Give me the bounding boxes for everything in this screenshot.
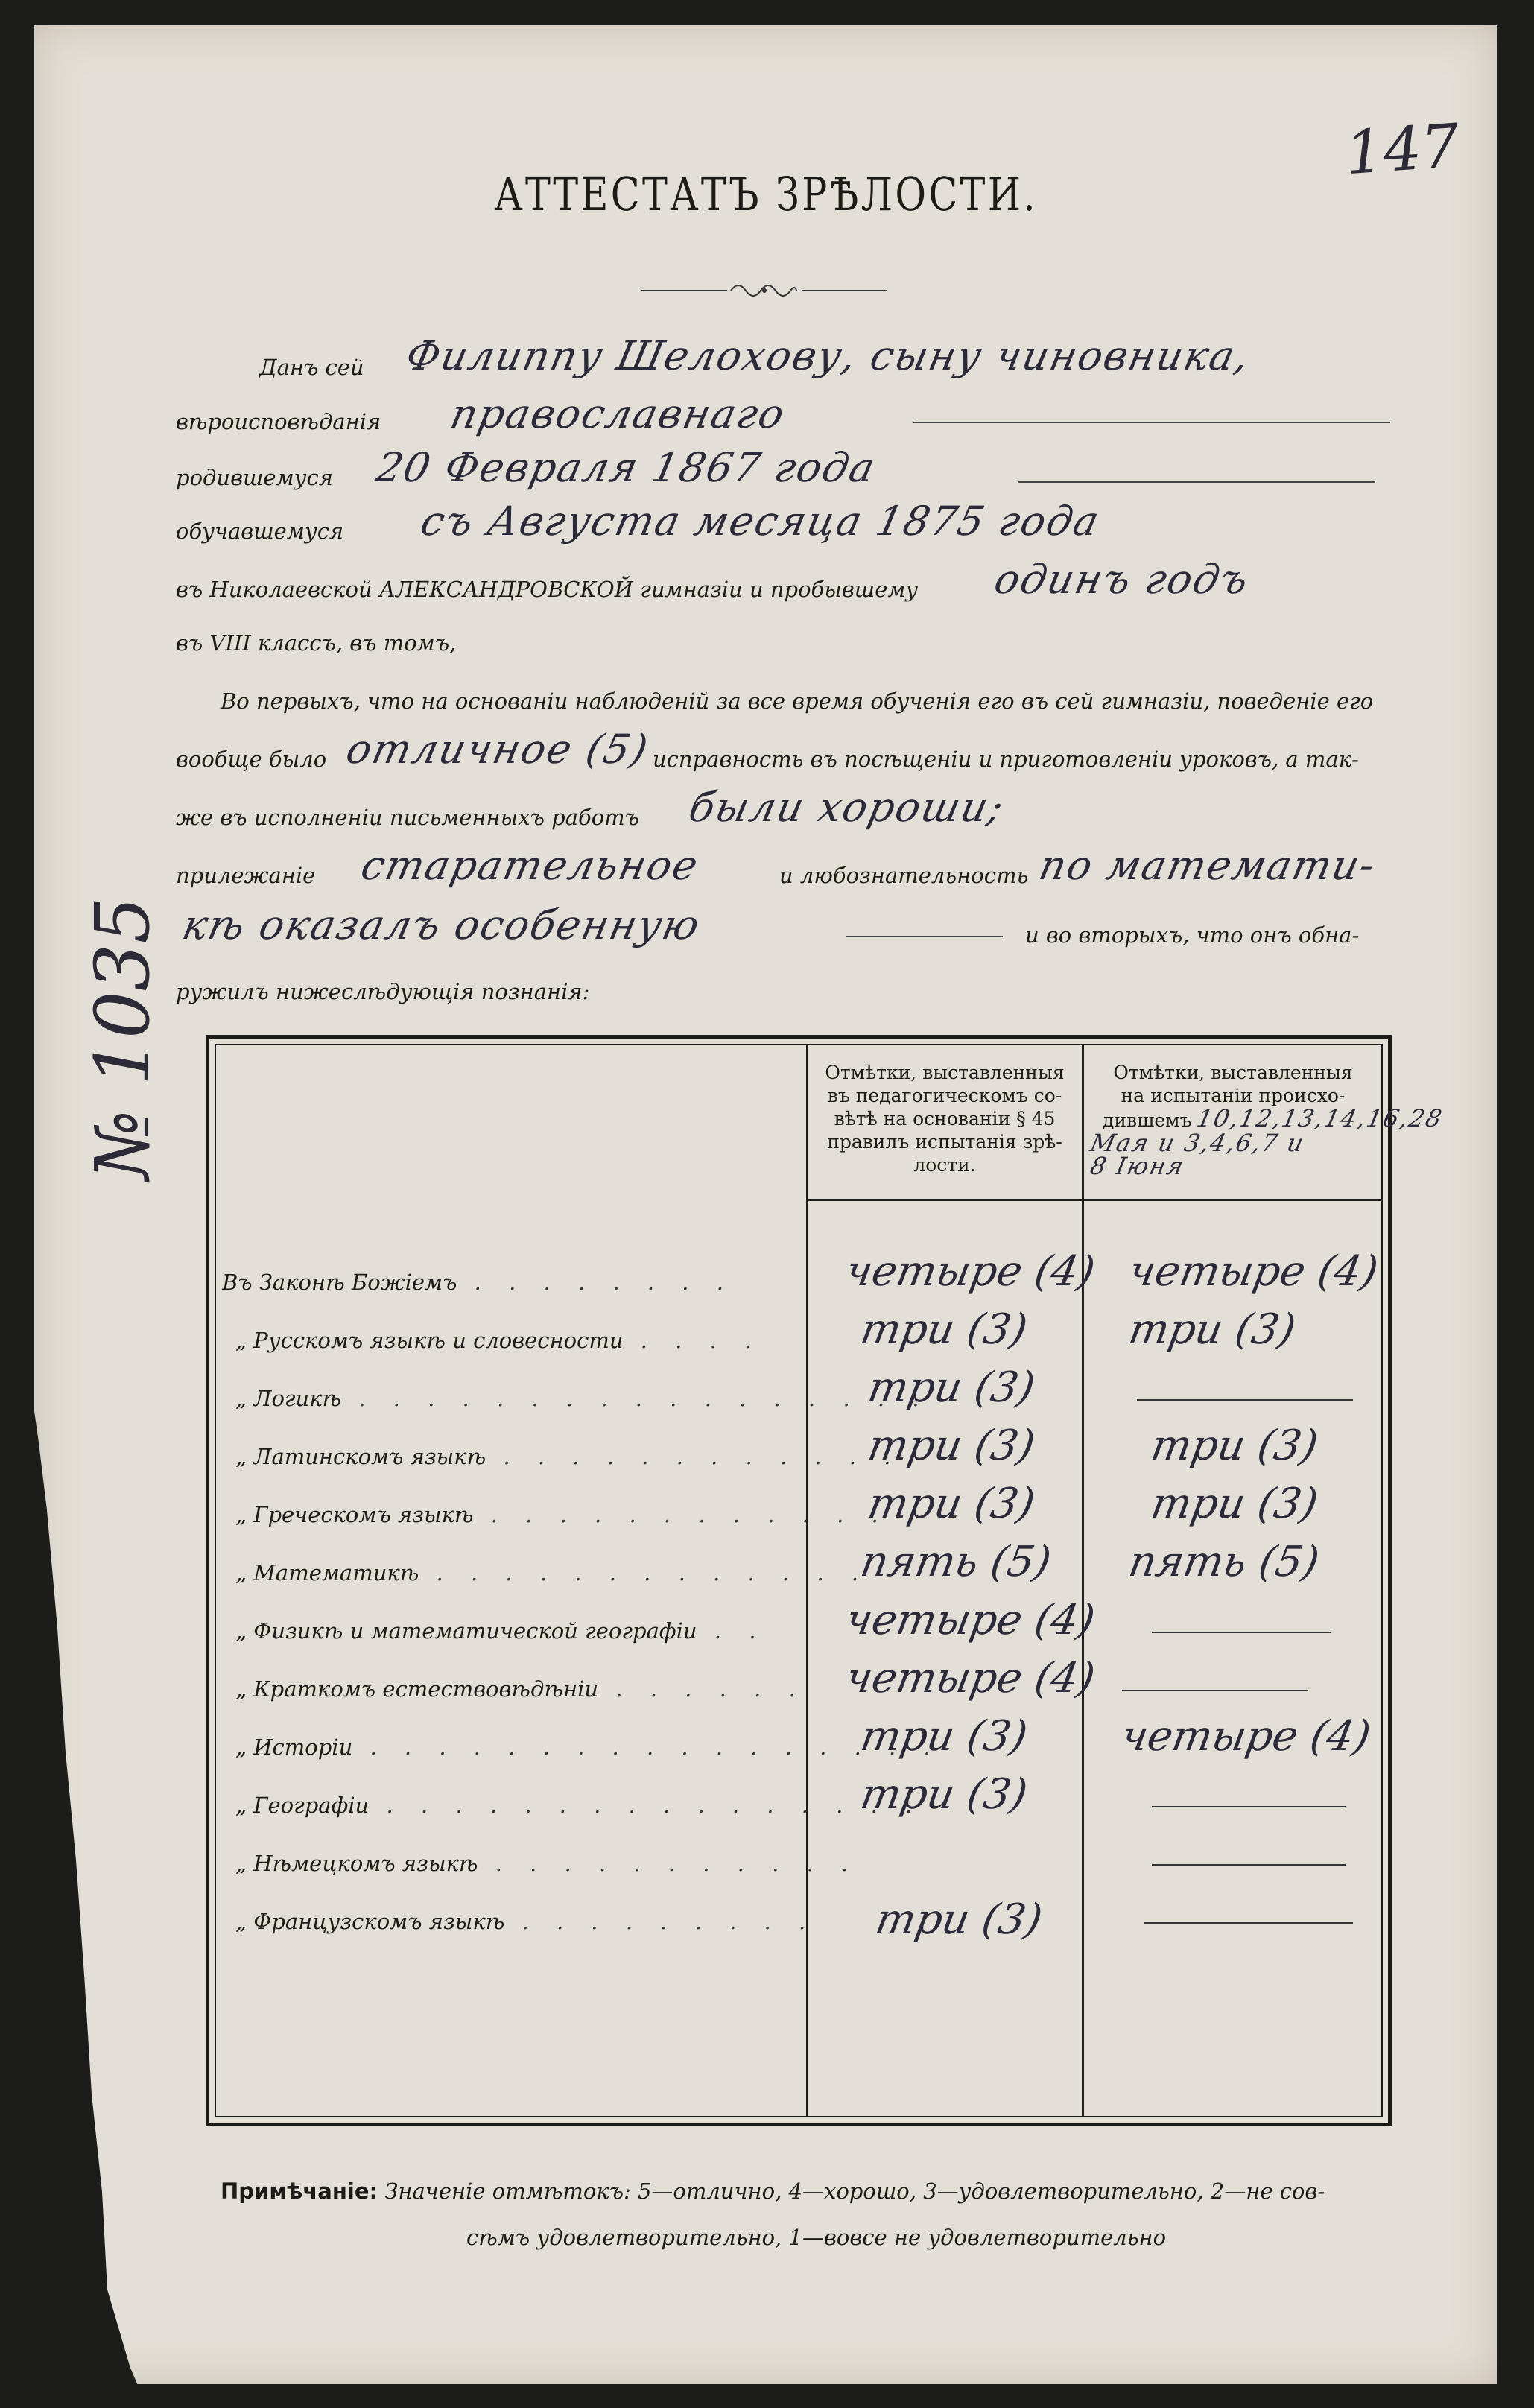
- studied-label: обучавшемуся: [176, 519, 344, 544]
- exam-grade: пять (5): [1125, 1538, 1323, 1586]
- paragraph-line-4b: и любознательность: [779, 863, 1029, 888]
- exam-grade: три (3): [1147, 1480, 1322, 1528]
- council-grade: три (3): [872, 1895, 1046, 1944]
- exam-blank: [1152, 1864, 1346, 1866]
- torn-edge: [34, 1411, 139, 2387]
- table-row: „ Математикѣ . . . . . . . . . . . . .: [235, 1560, 869, 1585]
- paragraph-line-4a: прилежаніе: [176, 863, 316, 888]
- council-grade: четыре (4): [842, 1596, 1099, 1644]
- exam-blank: [1152, 1632, 1331, 1633]
- table-header-rule: [806, 1199, 1383, 1201]
- paragraph-line-6: ружилъ нижеслѣдующія познанія:: [176, 979, 590, 1004]
- paragraph-line-1: Во первыхъ, что на основаніи наблюденій за все время обученія его въ сей гимназіи, поведеніе его: [221, 688, 1374, 714]
- gymnasium-text: въ Николаевской АЛЕКСАНДРОВСКОЙ гимназіи и пробывшему: [176, 577, 919, 602]
- table-row: „ Французскомъ языкѣ . . . . . . . . .: [235, 1909, 817, 1934]
- council-grade: три (3): [864, 1422, 1039, 1470]
- table-row: „ Греческомъ языкѣ . . . . . . . . . . . .: [235, 1502, 889, 1527]
- council-grade: три (3): [857, 1770, 1031, 1819]
- exam-grade: три (3): [1125, 1305, 1299, 1354]
- table-row: „ Нѣмецкомъ языкѣ . . . . . . . . . . .: [235, 1851, 859, 1876]
- paragraph-line-2b: исправность въ посѣщеніи и приготовленіи уроковъ, а так-: [653, 747, 1359, 772]
- works-value: были хороши;: [685, 784, 1010, 831]
- council-grade: пять (5): [857, 1538, 1055, 1586]
- council-column-header: Отмѣтки, выставленныя въ педагогическомъ со- вѣтѣ на основаніи § 45 правилъ испытанія зрѣ- лости.: [825, 1062, 1065, 1176]
- table-row: „ Логикѣ . . . . . . . . . . . . . . . . .: [235, 1386, 930, 1411]
- council-grade: три (3): [864, 1480, 1039, 1528]
- council-grade: три (3): [857, 1305, 1031, 1354]
- note-label: Примѣчаніе:: [221, 2179, 378, 2204]
- council-grade: четыре (4): [842, 1654, 1099, 1702]
- given-label: Данъ сей: [259, 355, 364, 380]
- exam-column-header: Отмѣтки, выставленныя на испытаніи происхо- дившемъ 10,12,13,14,16,28 Мая и 3,4,6,7 и 8 Іюня: [1088, 1062, 1446, 1180]
- exam-blank: [1144, 1922, 1353, 1924]
- religion-label: вѣроисповѣданія: [176, 409, 381, 434]
- table-row: „ Исторіи . . . . . . . . . . . . . . . . .: [235, 1734, 941, 1760]
- council-grade: три (3): [864, 1363, 1039, 1412]
- table-row: „ Русскомъ языкѣ и словесности . . . .: [235, 1328, 762, 1353]
- certificate-title: АТТЕСТАТЪ ЗРѢЛОСТИ.: [494, 167, 1038, 221]
- behavior-value: отличное (5): [342, 726, 653, 773]
- grading-note: [221, 2179, 1325, 2204]
- religion-blank-line: [913, 422, 1390, 423]
- diligence-value: старательное: [357, 842, 704, 889]
- born-blank-line: [1018, 481, 1375, 483]
- class-text: въ VIII классъ, въ томъ,: [176, 630, 457, 656]
- exam-grade: три (3): [1147, 1422, 1322, 1470]
- curiosity-value-1: по математи-: [1035, 842, 1381, 889]
- sheet-number: 147: [1343, 110, 1462, 188]
- note-line-2: сѣмъ удовлетворительно, 1—вовсе не удовлетворительно: [466, 2225, 1167, 2250]
- given-value: Филиппу Шелохову, сыну чиновника,: [402, 332, 1255, 379]
- table-row: „ Физикѣ и математической географіи . .: [235, 1618, 767, 1644]
- stayed-value: одинъ годъ: [990, 556, 1254, 603]
- paragraph-line-5b: и во вторыхъ, что онъ обна-: [1025, 922, 1360, 948]
- table-divider-2: [1082, 1044, 1084, 2117]
- exam-blank: [1122, 1690, 1308, 1691]
- exam-grade: четыре (4): [1125, 1247, 1382, 1296]
- registration-number: № 1035: [79, 896, 166, 1180]
- born-label: родившемуся: [176, 465, 333, 490]
- paragraph-line-3a: же въ исполненіи письменныхъ работъ: [176, 805, 639, 830]
- curiosity-value-2: кѣ оказалъ особенную: [178, 902, 706, 948]
- religion-value: православнаго: [446, 390, 790, 437]
- paragraph-line-2a: вообще было: [176, 747, 327, 772]
- studied-value: съ Августа месяца 1875 года: [416, 498, 1105, 545]
- note-line-1: Значеніе отмѣтокъ: 5—отлично, 4—хорошо, 3—удовлетворительно, 2—не сов-: [384, 2179, 1325, 2204]
- exam-blank: [1152, 1806, 1346, 1807]
- certificate-sheet: [34, 25, 1497, 2384]
- exam-blank: [1137, 1399, 1353, 1401]
- council-grade: четыре (4): [842, 1247, 1099, 1296]
- table-row: „ Латинскомъ языкѣ . . . . . . . . . . . .: [235, 1444, 901, 1469]
- table-row: „ Географіи . . . . . . . . . . . . . . . .: [235, 1793, 923, 1818]
- council-grade: три (3): [857, 1712, 1031, 1761]
- ornament-divider: [641, 276, 887, 305]
- table-row: „ Краткомъ естествовѣдѣніи . . . . . .: [235, 1676, 806, 1702]
- exam-grade: четыре (4): [1118, 1712, 1375, 1761]
- table-row: Въ Законѣ Божіемъ . . . . . . . .: [222, 1270, 734, 1295]
- curiosity-blank-line: [846, 936, 1003, 937]
- born-value: 20 Февраля 1867 года: [372, 444, 881, 491]
